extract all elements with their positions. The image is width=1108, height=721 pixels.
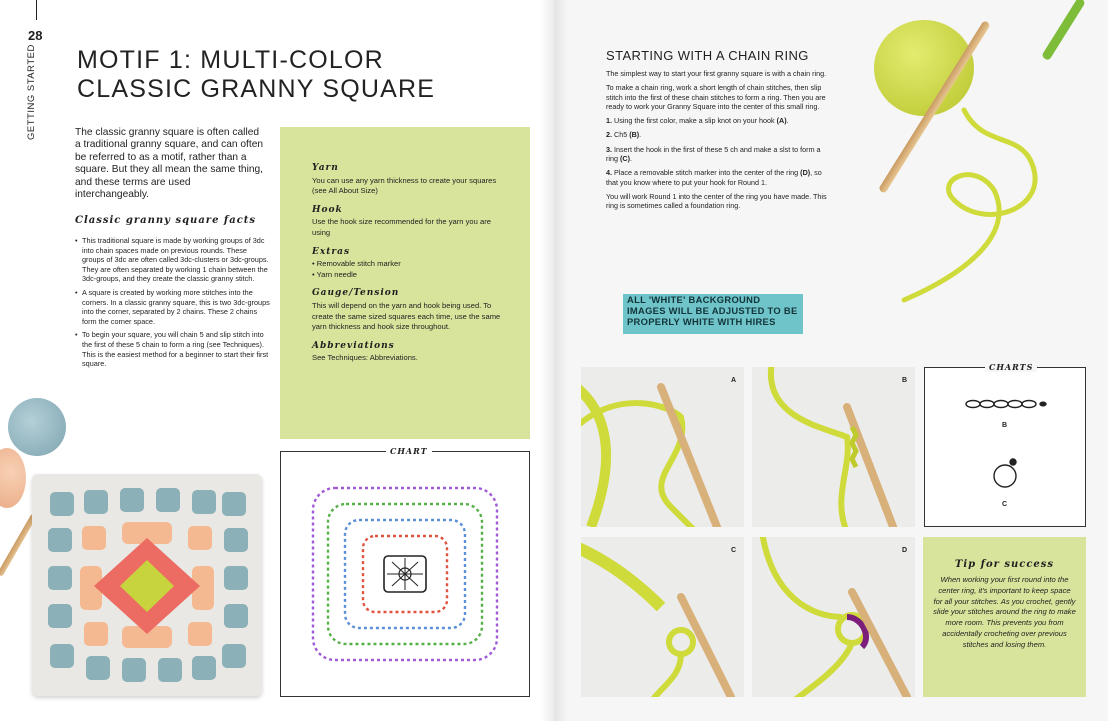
gauge-text: This will depend on the yarn and hook being used. To create the same sized squares each time, use the same yarn thickness and hook size throughout. — [312, 300, 501, 332]
photo-letter-a: A — [730, 377, 736, 384]
hook-text: Use the hook size recommended for the yarn you are using — [312, 217, 491, 237]
charts-label: CHARTS — [985, 362, 1037, 372]
step-text: Place a removable stitch marker into the center of the ring — [614, 168, 801, 178]
title-line-2: CLASSIC GRANNY SQUARE — [77, 75, 436, 103]
facts-list — [75, 236, 270, 373]
peach-yarn-ball — [0, 448, 26, 508]
fact-item: • A square is created by working more stitches into the corners. In a classic granny square, this is two 3dc-groups into the corner, separated by 2 chains. These 2 chains form the corner space. — [75, 288, 270, 326]
crochet-chart-diagram — [281, 452, 529, 696]
extras-heading: Extras — [312, 246, 351, 257]
side-section-label: GETTING STARTED — [26, 44, 37, 140]
chain-ring-heading: STARTING WITH A CHAIN RING — [606, 48, 809, 63]
step-3 — [606, 145, 828, 164]
extras-item: • Removable stitch marker — [312, 259, 401, 269]
photo-letter-c: C — [730, 547, 736, 554]
photo-letter-d: D — [901, 547, 907, 554]
step-number: 1. — [606, 116, 612, 126]
photo-d-illustration — [752, 537, 915, 697]
step-end: . — [629, 154, 632, 164]
extras-item: • Yarn needle — [312, 269, 358, 279]
production-note: ALL 'WHITE' BACKGROUND IMAGES WILL BE ADJUSTED TO BE PROPERLY WHITE WITH HIRES — [623, 294, 803, 334]
abbreviations-heading: Abbreviations — [312, 340, 395, 351]
step-ref: (D) — [800, 168, 811, 178]
chart-letter-b: B — [1002, 422, 1008, 429]
step-end: , so that you know where to put your hook for Round 1. — [606, 168, 822, 187]
tip-heading: Tip for success — [954, 559, 1055, 570]
intro-paragraph: The classic granny square is often called a traditional granny square, and can often be referred to as a motif, rather than a square. But they all mean the same thing, and these terms are used interchangeably. — [75, 127, 264, 201]
facts-heading: Classic granny square facts — [75, 215, 257, 226]
yarn-text: You can use any yarn thickness to create your squares (see All About Size) — [312, 175, 497, 196]
chain-ring-charts — [924, 362, 1086, 527]
step-1 — [606, 116, 828, 125]
granny-square-illustration — [32, 474, 262, 696]
chain-ring-instructions — [606, 69, 828, 216]
fact-item: • This traditional square is made by working groups of 3dc into chain spaces made on previous rounds. These groups of 3dc are often called 3dc-clusters or 3dc-groups. They are often separated by working 1 chain between the 3dc-groups, and they create the classic granny stitch. — [75, 236, 270, 284]
hook-heading: Hook — [312, 204, 343, 215]
instructions-paragraph-3: You will work Round 1 into the center of the ring you have made. This ring is sometimes called a foundation ring. — [606, 191, 827, 211]
step-photo-b — [752, 367, 915, 527]
chart-letter-c: C — [1002, 501, 1008, 508]
step-ref: (B) — [629, 130, 640, 140]
page-title — [77, 46, 435, 104]
extras-list — [312, 259, 510, 280]
step-2 — [606, 130, 828, 139]
photo-a-illustration — [581, 367, 744, 527]
step-end: . — [786, 116, 789, 126]
step-photo-d — [752, 537, 915, 697]
fact-item: • To begin your square, you will chain 5 and slip stitch into the first of these 5 chain to form a ring (see Techniques). This is the easiest method for a beginner to start their first square. — [75, 330, 270, 368]
step-end: . — [639, 130, 642, 140]
abbreviations-text: See Techniques: Abbreviations. — [312, 353, 418, 363]
step-text: Using the first color, make a slip knot on your hook — [614, 116, 777, 126]
title-line-1: MOTIF 1: MULTI-COLOR — [77, 46, 384, 74]
step-ref: (A) — [776, 116, 787, 126]
step-ref: (C) — [619, 154, 630, 164]
side-rule — [36, 0, 37, 20]
gauge-heading: Gauge/Tension — [312, 288, 400, 299]
yarn-heading: Yarn — [312, 163, 339, 173]
step-photo-a — [581, 367, 744, 527]
step-photo-c — [581, 537, 744, 697]
granny-square-photo — [32, 474, 262, 696]
instructions-paragraph-1: The simplest way to start your first granny square is with a chain ring. — [606, 69, 827, 78]
photo-b-illustration — [752, 367, 915, 527]
step-text: Ch5 — [614, 130, 630, 140]
step-4 — [606, 168, 828, 187]
photo-c-illustration — [581, 537, 744, 697]
step-number: 4. — [606, 168, 612, 178]
tip-text: When working your first round into the center ring, it's important to keep space for all your stitches. As you crochet, gently slide your stitches around the ring to make more room. This prevents you from accidentally crocheting over previous stitches and losing them. — [933, 575, 1076, 649]
step-number: 2. — [606, 130, 612, 140]
step-number: 3. — [606, 144, 612, 154]
materials-box — [280, 127, 530, 439]
blue-yarn-ball — [8, 398, 66, 456]
photo-letter-b: B — [901, 377, 907, 384]
chart-label: CHART — [386, 446, 432, 456]
step-text: Insert the hook in the first of these 5 ch and make a slst to form a ring — [606, 144, 821, 164]
instructions-paragraph-2: To make a chain ring, work a short length of chain stitches, then slip stitch into the first of these chain stitches to form a ring. Then you are ready to work your Granny Square into the center of this small ring. — [606, 83, 826, 111]
granny-square-chart — [280, 446, 530, 697]
tip-box — [923, 537, 1086, 697]
page-number: 28 — [28, 28, 43, 43]
